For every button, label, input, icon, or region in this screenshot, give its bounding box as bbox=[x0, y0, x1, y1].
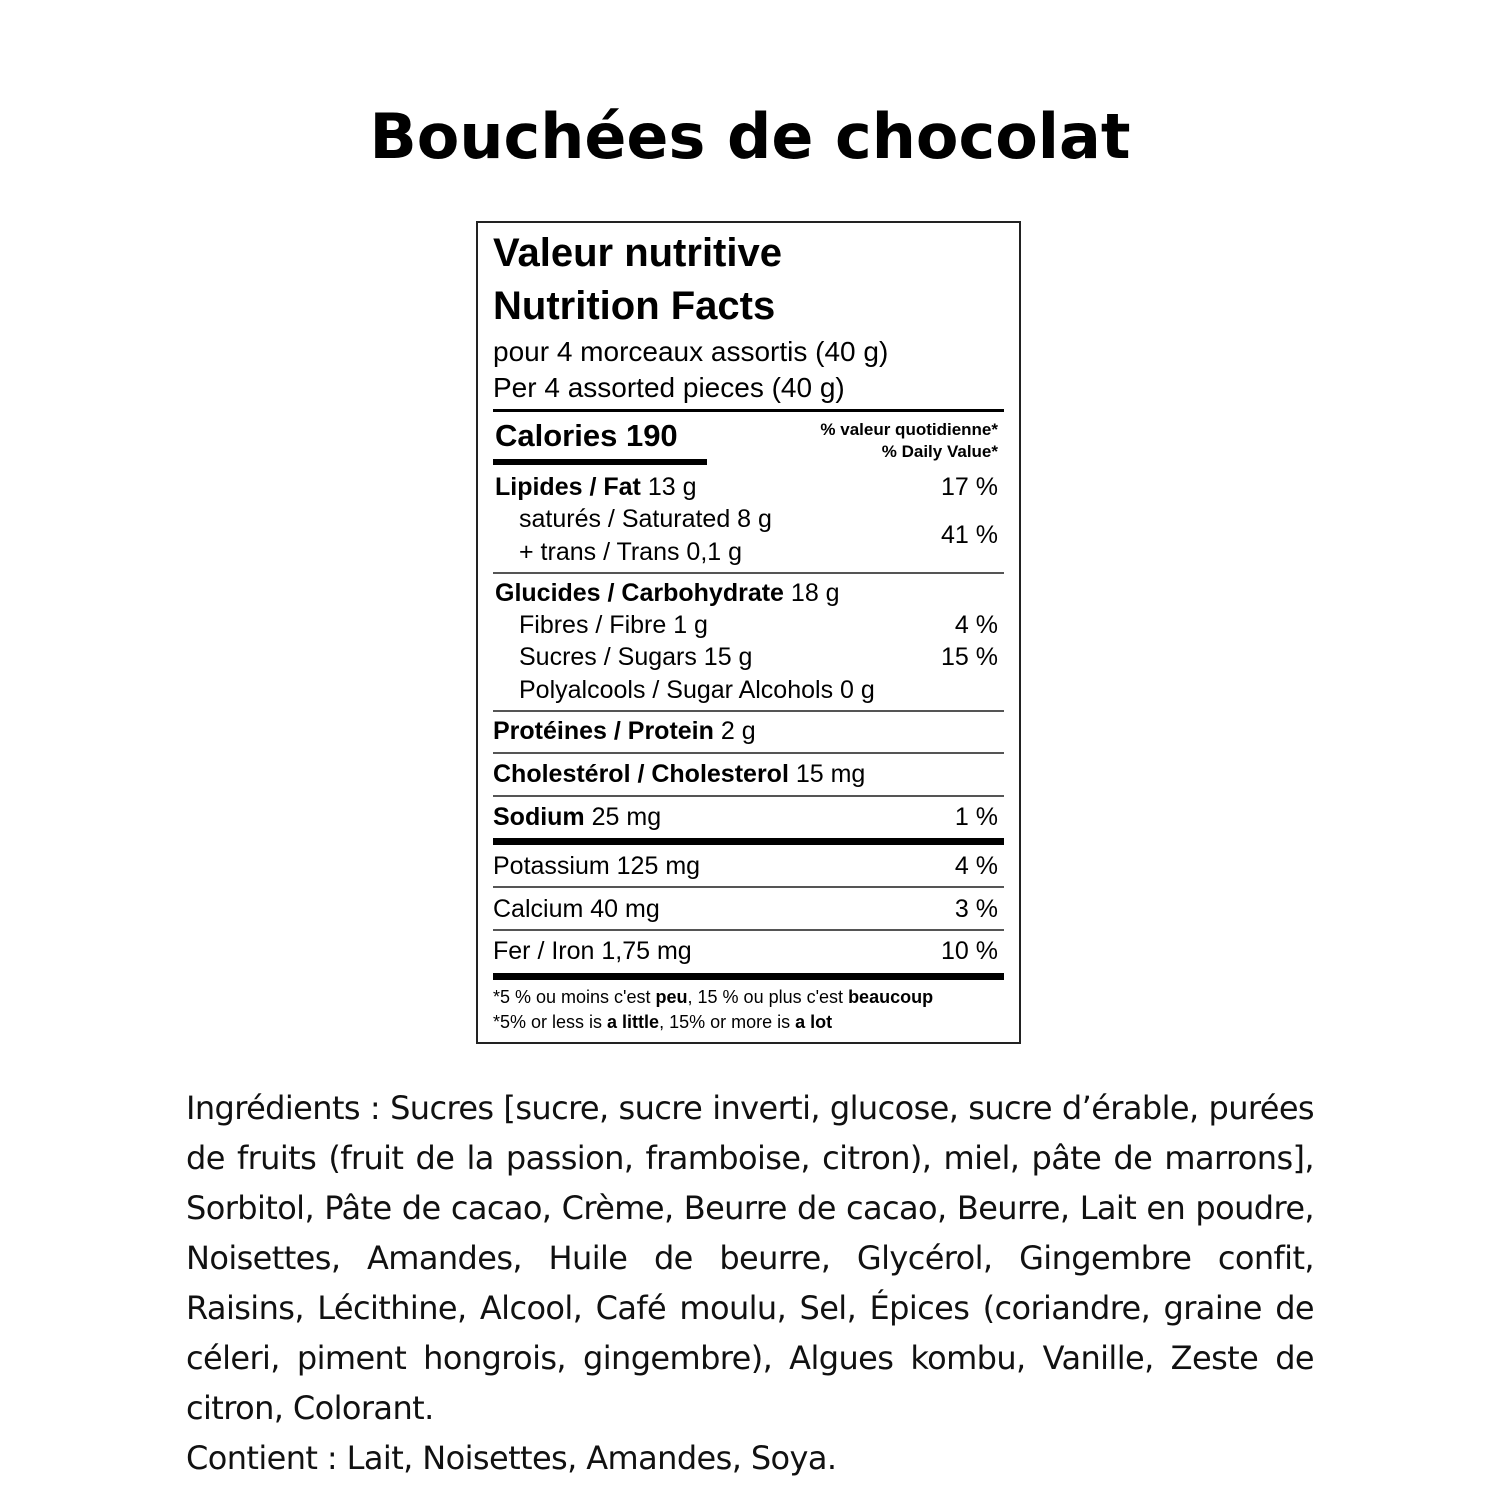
ingredients-text: Ingrédients : Sucres [sucre, sucre inverti, glucose, sucre d’érable, purées de fruits (fruit de la passion, framboise, citron), miel, pâte de marrons], Sorbitol, Pâte de cacao, Crème, Beurre de cacao, Beurre, Lait en poudre, Noisettes, Amandes, Huile de beurre, Glycérol, Gingembre confit, Raisins, Lécithine, Alcool, Café moulu, Sel, Épices (coriandre, graine de céleri, piment hongrois, gingembre), Algues kombu, Vanille, Zeste de citron, Colorant. bbox=[186, 1089, 1314, 1427]
fibre-row: Fibres / Fibre 1 g bbox=[519, 611, 708, 639]
footnote-fr-text: , 15 % ou plus c'est bbox=[687, 987, 849, 1007]
nutrition-facts-label bbox=[476, 221, 1021, 1044]
potassium-dv: 4 % bbox=[954, 852, 998, 880]
divider bbox=[493, 795, 1004, 797]
sodium-name: Sodium bbox=[493, 803, 585, 831]
cholesterol-row bbox=[493, 760, 865, 788]
cholesterol-name: Cholestérol / Cholesterol bbox=[493, 760, 789, 788]
divider bbox=[493, 710, 1004, 712]
fat-name: Lipides / Fat bbox=[495, 473, 641, 501]
divider bbox=[493, 409, 1004, 412]
sugars-row: Sucres / Sugars 15 g bbox=[519, 643, 753, 671]
sodium-row bbox=[493, 803, 661, 831]
protein-amount: 2 g bbox=[720, 717, 756, 745]
daily-value-header-en: % Daily Value* bbox=[881, 442, 998, 461]
saturated-trans-dv: 41 % bbox=[941, 521, 998, 549]
fat-dv: 17 % bbox=[941, 473, 998, 501]
potassium-row: Potassium 125 mg bbox=[493, 852, 701, 880]
footnote-en bbox=[493, 1010, 832, 1034]
protein-row bbox=[493, 717, 756, 745]
divider bbox=[493, 752, 1004, 754]
footnote-en-emphasis: a lot bbox=[795, 1012, 833, 1032]
label-heading-fr: Valeur nutritive bbox=[493, 231, 782, 275]
footnote-fr bbox=[493, 985, 933, 1009]
footnote-fr-text: *5 % ou moins c'est bbox=[493, 987, 656, 1007]
serving-size-fr: pour 4 morceaux assortis (40 g) bbox=[493, 336, 889, 367]
iron-row: Fer / Iron 1,75 mg bbox=[493, 937, 692, 965]
label-heading-en: Nutrition Facts bbox=[493, 284, 776, 328]
fibre-dv: 4 % bbox=[954, 611, 998, 639]
footnote-en-text: , 15% or more is bbox=[659, 1012, 796, 1032]
footnote-en-text: *5% or less is bbox=[493, 1012, 608, 1032]
calcium-dv: 3 % bbox=[954, 895, 998, 923]
protein-name: Protéines / Protein bbox=[493, 717, 714, 745]
calcium-row: Calcium 40 mg bbox=[493, 895, 660, 923]
allergens-text: Contient : Lait, Noisettes, Amandes, Soya. bbox=[186, 1439, 837, 1477]
calories-underline bbox=[493, 459, 707, 465]
serving-size-en: Per 4 assorted pieces (40 g) bbox=[493, 372, 845, 403]
footnote-en-emphasis: a little bbox=[607, 1012, 660, 1032]
carbohydrate-amount: 18 g bbox=[790, 579, 840, 607]
fat-amount: 13 g bbox=[647, 473, 697, 501]
iron-dv: 10 % bbox=[941, 937, 998, 965]
carbohydrate-name: Glucides / Carbohydrate bbox=[495, 579, 784, 607]
saturated-row: saturés / Saturated 8 g bbox=[519, 505, 772, 533]
trans-row: + trans / Trans 0,1 g bbox=[519, 538, 743, 566]
divider bbox=[493, 572, 1004, 574]
sugars-dv: 15 % bbox=[941, 643, 998, 671]
thick-divider bbox=[493, 838, 1004, 845]
calories-label: Calories 190 bbox=[495, 418, 678, 453]
divider bbox=[493, 929, 1004, 931]
divider bbox=[493, 886, 1004, 888]
daily-value-header-fr: % valeur quotidienne* bbox=[820, 420, 998, 439]
cholesterol-amount: 15 mg bbox=[795, 760, 866, 788]
page-title: Bouchées de chocolat bbox=[369, 100, 1131, 173]
fat-row bbox=[495, 473, 696, 501]
sodium-amount: 25 mg bbox=[591, 803, 662, 831]
sugar-alcohols-row: Polyalcools / Sugar Alcohols 0 g bbox=[519, 676, 875, 704]
sodium-dv: 1 % bbox=[954, 803, 998, 831]
thick-divider bbox=[493, 973, 1004, 980]
carbohydrate-row bbox=[495, 579, 840, 607]
footnote-fr-emphasis: beaucoup bbox=[848, 987, 934, 1007]
footnote-fr-emphasis: peu bbox=[655, 987, 688, 1007]
